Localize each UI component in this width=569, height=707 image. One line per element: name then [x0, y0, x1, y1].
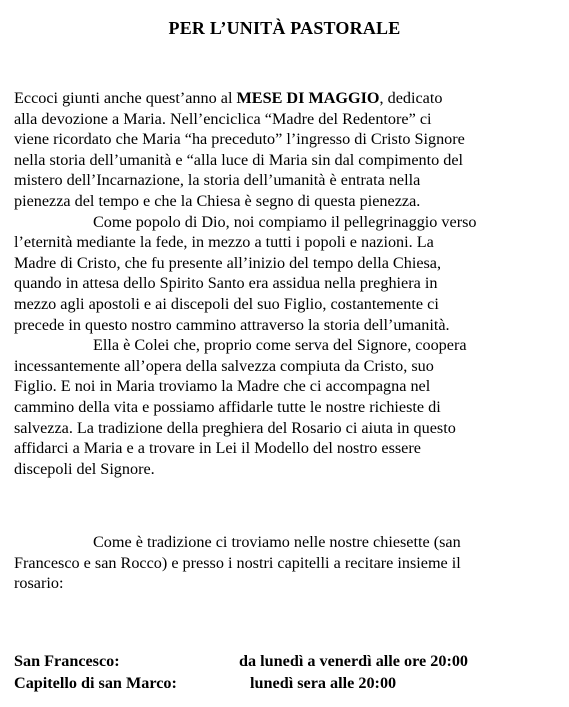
paragraph-2-line-5: mezzo agli apostoli e ai discepoli del suo Figlio, costantemente ci	[14, 294, 439, 313]
paragraph-3-line-6: affidarci a Maria e a trovare in Lei il Modello del nostro essere	[14, 439, 421, 458]
paragraph-1-line-1-end: , dedicato	[379, 89, 443, 107]
paragraph-2-line-3: Madre di Cristo, che fu presente all’inizio del tempo della Chiesa,	[14, 253, 442, 272]
paragraph-3-line-1: Ella è Colei che, proprio come serva del Signore, coopera	[93, 336, 467, 355]
paragraph-3-line-2: incessantemente all’opera della salvezza compiuta da Cristo, suo	[14, 356, 434, 375]
paragraph-1-line-6: pienezza del tempo e che la Chiesa è segno di questa pienezza.	[14, 191, 421, 210]
schedule-row	[14, 650, 559, 672]
schedule-row	[14, 672, 559, 694]
paragraph-1-line-1-start: Eccoci giunti anche quest’anno al	[14, 89, 237, 107]
month-of-may-highlight: MESE DI MAGGIO	[236, 89, 380, 107]
schedule-time: lunedì sera alle 20:00	[250, 674, 397, 692]
paragraph-3-line-4: cammino della vita e possiamo affidarle tutte le nostre richieste di	[14, 397, 441, 416]
paragraph-3-line-5: salvezza. La tradizione della preghiera del Rosario ci aiuta in questo	[14, 418, 456, 437]
paragraph-4	[14, 532, 559, 594]
paragraph-gap	[14, 479, 559, 532]
paragraph-2-line-1: Come popolo di Dio, noi compiamo il pellegrinaggio verso	[93, 212, 477, 231]
paragraph-1	[14, 88, 559, 212]
paragraph-1-line-5: mistero dell’Incarnazione, la storia dell’umanità è entrata nella	[14, 171, 421, 190]
paragraph-1-line-1	[14, 88, 559, 109]
paragraph-4-line-3: rosario:	[14, 574, 64, 593]
paragraph-2	[14, 212, 559, 336]
schedule-place: Capitello di san Marco:	[14, 674, 177, 692]
paragraph-3	[14, 335, 559, 479]
paragraph-4-line-1: Come è tradizione ci troviamo nelle nostre chiesette (san	[93, 533, 461, 552]
paragraph-1-line-3: viene ricordato che Maria “ha preceduto” l’ingresso di Cristo Signore	[14, 130, 465, 149]
paragraph-4-line-2: Francesco e san Rocco) e presso i nostri capitelli a recitare insieme il	[14, 553, 461, 572]
document-body	[14, 88, 559, 594]
paragraph-1-line-2: alla devozione a Maria. Nell’enciclica “Madre del Redentore” ci	[14, 109, 432, 128]
schedule-place: San Francesco:	[14, 652, 120, 670]
paragraph-1-line-4: nella storia dell’umanità e “alla luce di Maria sin dal compimento del	[14, 150, 464, 169]
page-title: PER L’UNITÀ PASTORALE	[168, 18, 401, 38]
rosary-schedule	[14, 650, 559, 694]
paragraph-2-line-2: l’eternità mediante la fede, in mezzo a tutti i popoli e nazioni. La	[14, 233, 434, 252]
paragraph-2-line-4: quando in attesa dello Spirito Santo era assidua nella preghiera in	[14, 274, 438, 293]
schedule-time: da lunedì a venerdì alle ore 20:00	[239, 652, 469, 670]
paragraph-3-line-7: discepoli del Signore.	[14, 459, 155, 478]
paragraph-3-line-3: Figlio. E noi in Maria troviamo la Madre che ci accompagna nel	[14, 377, 431, 396]
paragraph-2-line-6: precede in questo nostro cammino attraverso la storia dell’umanità.	[14, 315, 450, 334]
